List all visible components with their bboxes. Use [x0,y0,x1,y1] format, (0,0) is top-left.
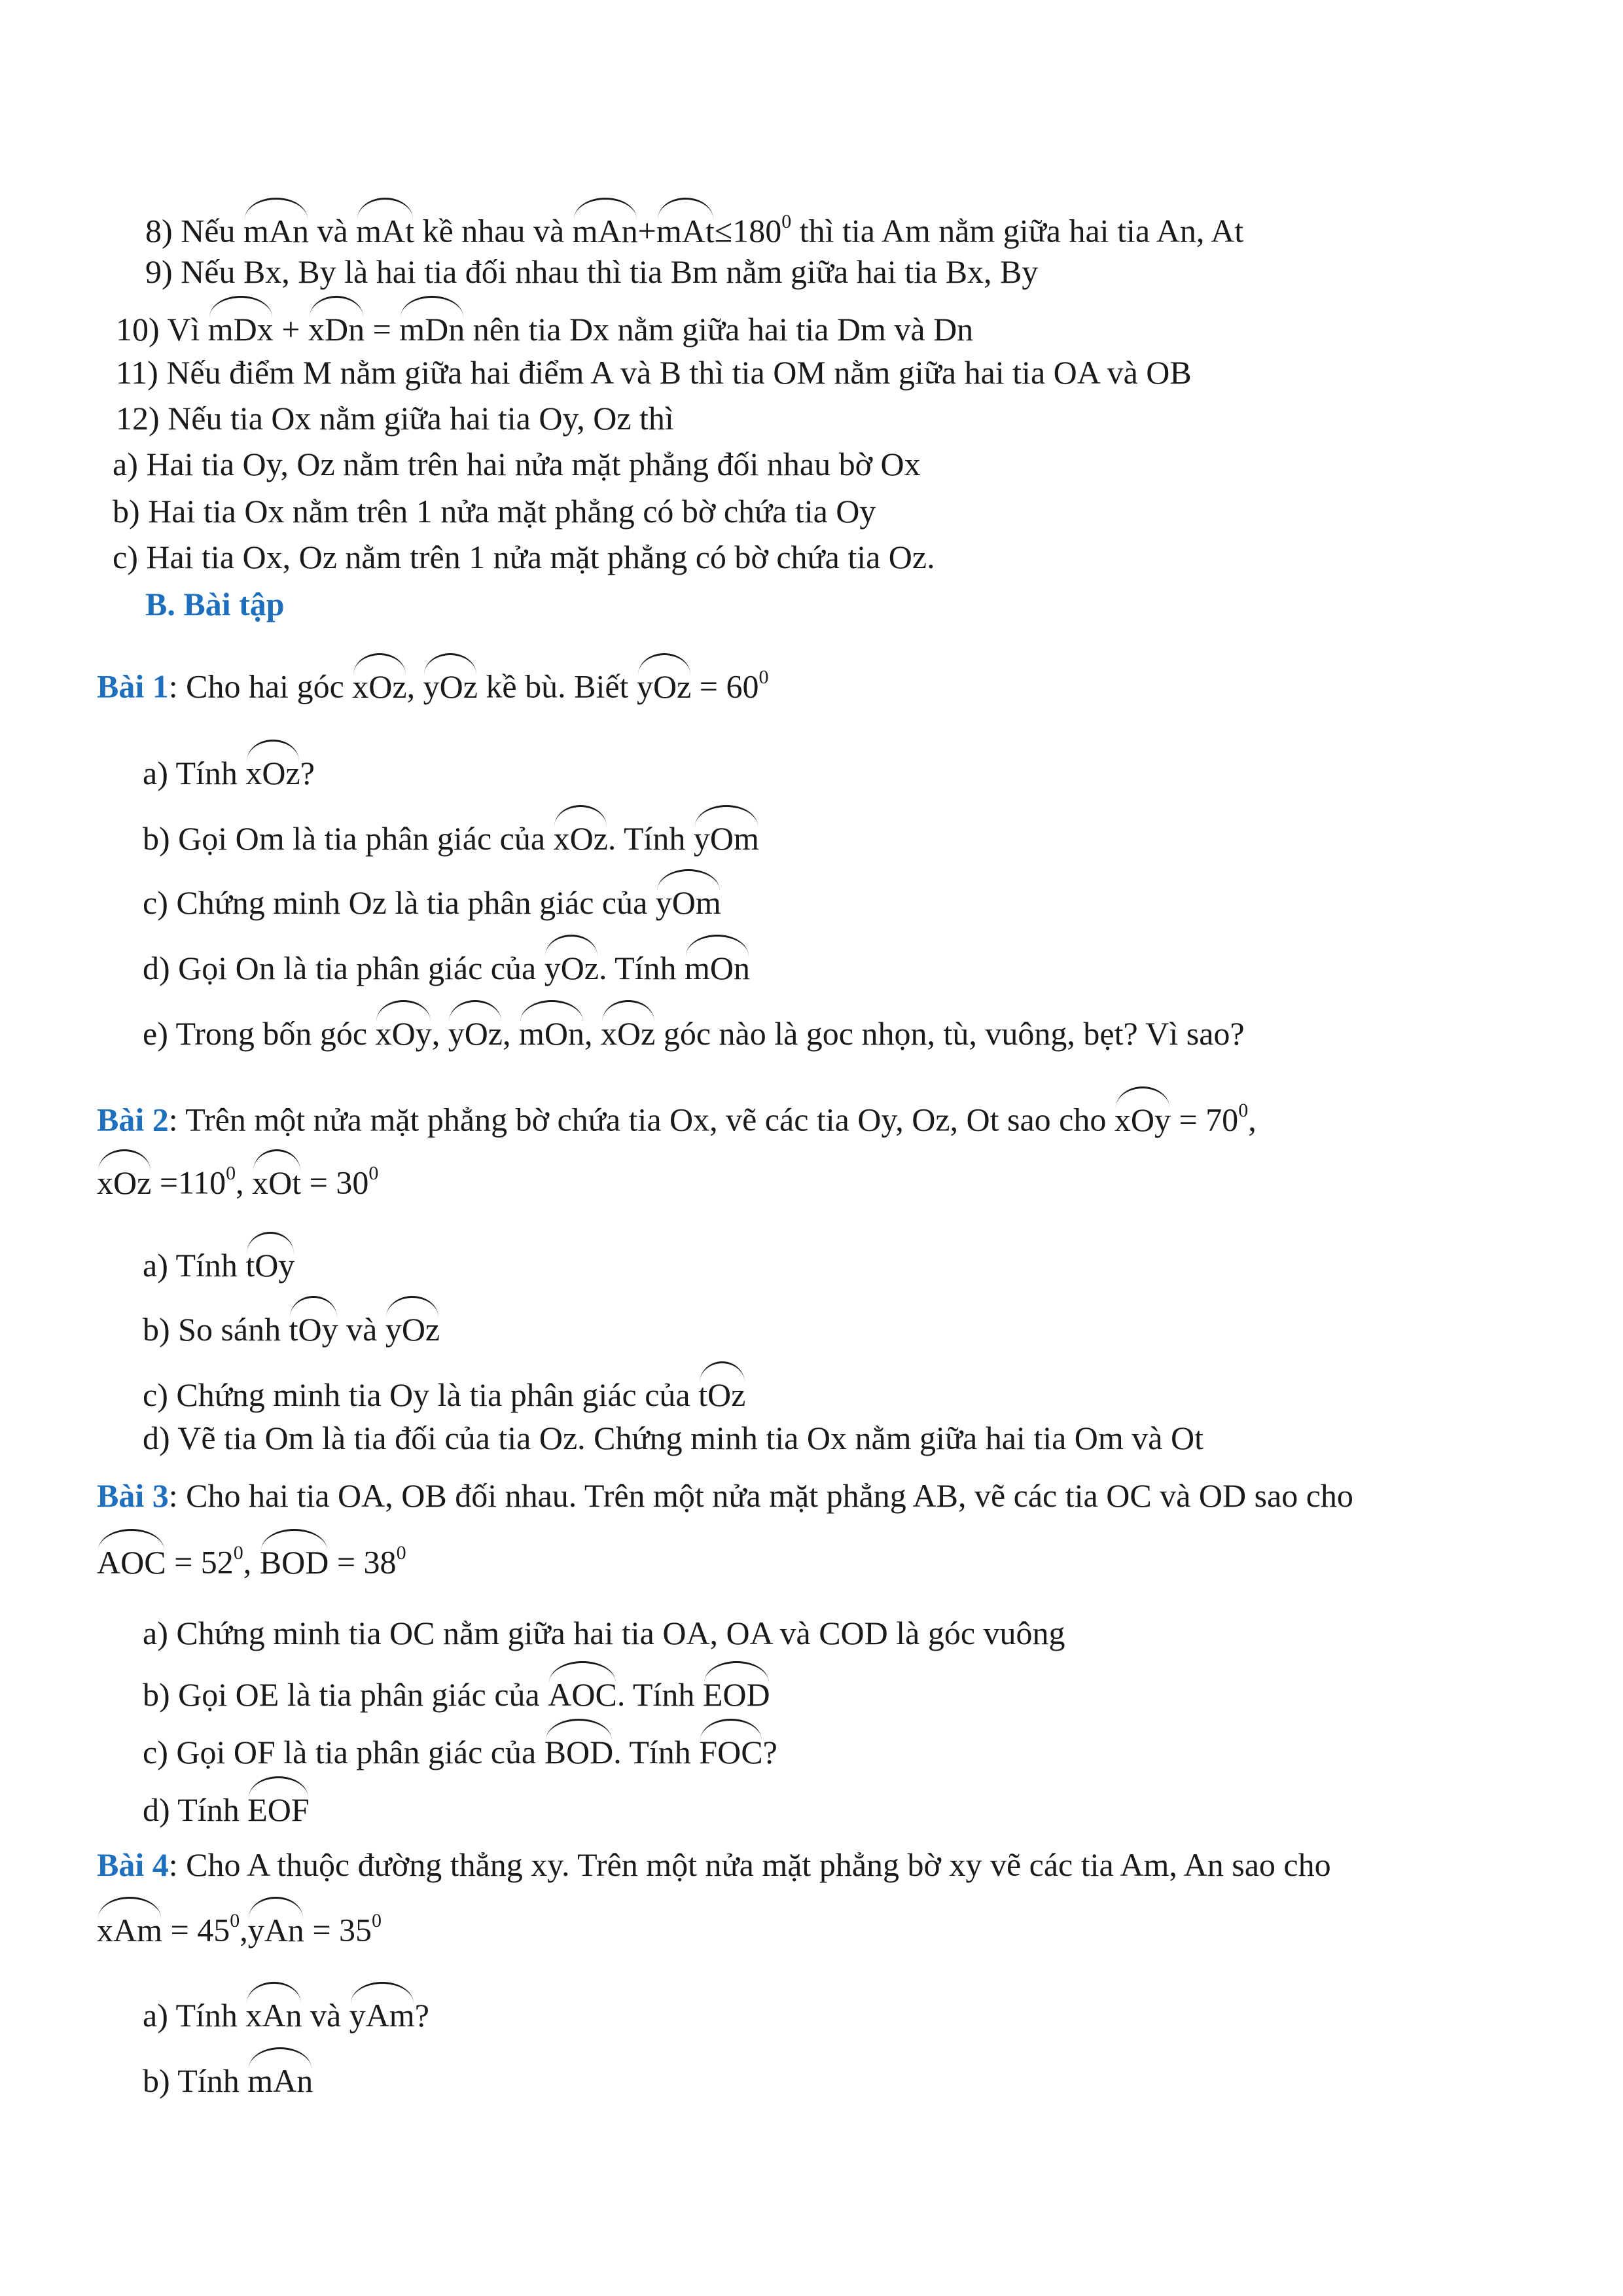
item-number: 9) [145,253,173,290]
comma: , [431,1015,440,1052]
exercise-2-c [143,1371,745,1415]
item-number: 11) [116,354,158,391]
item-number: c) [143,884,168,921]
item-number: c) [113,539,138,575]
text: : Trên một nửa mặt phẳng bờ chứa tia Ox, vẽ các tia Oy, Oz, Ot sao cho [168,1101,1107,1138]
text: Vì [167,311,200,348]
angle-notation: xDn [308,305,365,350]
statement-9 [145,251,1038,292]
angle-notation: xAn [245,1991,302,2036]
exercise-1-e [143,1009,1245,1054]
text: . Tính [616,1676,695,1713]
relation: ≤180 [714,212,782,249]
item-number: b) [143,820,170,857]
angle-notation: AOC [97,1538,166,1583]
text: Gọi Om là tia phân giác của [178,820,546,857]
degree-mark: 0 [226,1162,236,1184]
text: Gọi OE là tia phân giác của [178,1676,540,1713]
text: Trong bốn góc [175,1015,368,1052]
text: Chứng minh Oz là tia phân giác của [176,884,648,921]
exercise-3-d [143,1785,310,1830]
text: kề bù. Biết [486,668,629,705]
degree-mark: 0 [781,211,792,232]
text: Tính [177,1791,240,1828]
degree-mark: 0 [233,1542,243,1564]
angle-notation: mOn [519,1009,584,1054]
angle-notation: mAn [247,2056,313,2101]
relation: =110 [159,1164,226,1201]
exercise-3-b [143,1670,770,1715]
comma: , [1248,1101,1257,1138]
exercise-3-prompt-cont [97,1535,406,1583]
comma: , [236,1164,244,1201]
statement-10 [116,305,973,350]
item-number: e) [143,1015,168,1052]
angle-notation: xOz [245,749,300,793]
item-number: a) [143,755,168,791]
exercise-2-prompt-cont [97,1156,378,1203]
text: nên tia Dx nằm giữa hai tia Dm và Dn [473,311,974,348]
statement-11 [116,352,1192,393]
relation: = 60 [699,668,759,705]
text: ? [300,755,315,791]
item-number: a) [113,446,138,482]
angle-notation: mDx [208,305,274,350]
degree-mark: 0 [230,1910,240,1931]
text: và [310,1997,342,2034]
text: Nếu [181,212,236,249]
angle-notation: tOz [698,1371,745,1415]
statement-12a [113,444,921,484]
exercise-1-d [143,944,750,988]
relation: = 70 [1179,1101,1239,1138]
text: Hai tia Ox, Oz nằm trên 1 nửa mặt phẳng có bờ chứa tia Oz. [146,539,935,575]
angle-notation: FOC [699,1728,762,1772]
item-number: c) [143,1376,168,1413]
exercise-4-prompt [97,1844,1331,1885]
text: Tính [175,755,238,791]
exercise-3-a [143,1613,1065,1653]
item-number: b) [113,493,140,529]
angle-notation: tOy [289,1305,338,1350]
angle-notation: yOz [448,1009,503,1054]
angle-notation: yOz [385,1305,440,1350]
item-number: b) [143,1676,170,1713]
comma: , [406,668,416,705]
angle-notation: xOz [601,1009,655,1054]
angle-notation: xOy [1115,1096,1171,1140]
text: Chứng minh tia Oy là tia phân giác của [176,1376,690,1413]
text: Chứng minh tia OC nằm giữa hai tia OA, OA và COD là góc vuông [176,1615,1065,1651]
exercise-2-b [143,1305,440,1350]
statement-12b [113,491,876,531]
item-number: d) [143,1420,170,1456]
text: Tính [177,2062,240,2099]
exercise-3-prompt [97,1475,1353,1516]
comma: , [503,1015,511,1052]
angle-notation: BOD [544,1728,614,1772]
exercise-4-b [143,2056,313,2101]
exercise-1-b [143,814,759,859]
comma: , [240,1911,248,1948]
item-number: a) [143,1615,168,1651]
angle-notation: EOD [703,1670,770,1715]
text: Tính [175,1997,238,2034]
degree-mark: 0 [368,1162,379,1184]
text: Tính [175,1247,238,1283]
item-number: a) [143,1247,168,1283]
text: và [317,212,348,249]
item-number: b) [143,2062,170,2099]
item-number: 8) [145,212,173,249]
text: : Cho hai tia OA, OB đối nhau. Trên một nửa mặt phẳng AB, vẽ các tia OC và OD sao cho [168,1477,1353,1514]
angle-notation: xOt [252,1158,301,1203]
exercise-3-c [143,1728,777,1772]
angle-notation: xOy [376,1009,432,1054]
relation: = 35 [312,1911,372,1948]
angle-notation: tOy [245,1241,294,1285]
angle-notation: yOm [694,814,759,859]
angle-notation: mAt [356,207,414,251]
angle-notation: mOn [685,944,750,988]
text: kề nhau và [422,212,565,249]
exercise-1-a [143,749,315,793]
text: ? [762,1734,777,1770]
angle-notation: BOD [260,1538,329,1583]
exercise-label: Bài 3 [97,1477,169,1514]
exercise-2-prompt [97,1093,1257,1140]
exercise-2-a [143,1241,294,1285]
angle-notation: yOz [637,662,691,707]
text: : Cho A thuộc đường thẳng xy. Trên một nửa mặt phẳng bờ xy vẽ các tia Am, An sao cho [168,1846,1331,1883]
section-heading: B. Bài tập [145,586,285,622]
angle-notation: xAm [97,1906,162,1950]
item-number: c) [143,1734,168,1770]
text: . Tính [613,1734,691,1770]
comma: , [243,1543,252,1581]
text: . Tính [607,820,686,857]
text: Gọi On là tia phân giác của [178,950,537,986]
operator: + [637,212,656,249]
item-number: b) [143,1311,170,1348]
operator: + [281,311,300,348]
angle-notation: xOz [554,814,608,859]
text: thì tia Am nằm giữa hai tia An, At [799,212,1244,249]
exercise-4-a [143,1991,429,2036]
exercise-label: Bài 2 [97,1101,169,1138]
exercise-2-d [143,1418,1204,1458]
relation: = 45 [170,1911,230,1948]
comma: , [584,1015,593,1052]
angle-notation: xOz [352,662,406,707]
degree-mark: 0 [372,1910,382,1931]
text: . Tính [599,950,677,986]
statement-12c [113,537,935,577]
relation: = 30 [309,1164,369,1201]
degree-mark: 0 [758,666,769,688]
angle-notation: mAn [243,207,309,251]
exercise-4-prompt-cont [97,1903,382,1950]
exercise-label: Bài 4 [97,1846,169,1883]
angle-notation: xOz [97,1158,151,1203]
text: Hai tia Oy, Oz nằm trên hai nửa mặt phẳng đối nhau bờ Ox [146,446,921,482]
angle-notation: mAt [656,207,715,251]
exercise-label: Bài 1 [97,668,169,705]
text: Nếu Bx, By là hai tia đối nhau thì tia Bm nằm giữa hai tia Bx, By [181,253,1039,290]
text: ? [414,1997,429,2034]
angle-notation: yOz [544,944,599,988]
angle-notation: yAn [248,1906,304,1950]
relation: = 38 [336,1543,397,1581]
angle-notation: yOm [656,878,721,923]
angle-notation: EOF [247,1785,309,1830]
text: góc nào là goc nhọn, tù, vuông, bẹt? Vì sao? [663,1015,1245,1052]
text: So sánh [178,1311,281,1348]
text: Nếu tia Ox nằm giữa hai tia Oy, Oz thì [168,400,674,437]
text: Nếu điểm M nằm giữa hai điểm A và B thì tia OM nằm giữa hai tia OA và OB [166,354,1192,391]
item-number: a) [143,1997,168,2034]
text: Vẽ tia Om là tia đối của tia Oz. Chứng minh tia Ox nằm giữa hai tia Om và Ot [177,1420,1204,1456]
statement-8 [145,204,1243,251]
exercise-1-prompt [97,660,768,707]
angle-notation: AOC [548,1670,617,1715]
operator: = [372,311,391,348]
relation: = 52 [174,1543,234,1581]
text: Hai tia Ox nằm trên 1 nửa mặt phẳng có bờ chứa tia Oy [148,493,876,529]
item-number: 10) [116,311,160,348]
item-number: d) [143,950,170,986]
angle-notation: mAn [573,207,638,251]
item-number: d) [143,1791,170,1828]
degree-mark: 0 [1238,1100,1249,1121]
angle-notation: yAm [349,1991,415,2036]
exercise-1-c [143,878,721,923]
statement-12 [116,398,674,439]
angle-notation: mDn [399,305,465,350]
degree-mark: 0 [396,1542,406,1564]
text: : Cho hai góc [168,668,344,705]
text: và [346,1311,378,1348]
angle-notation: yOz [423,662,478,707]
text: Gọi OF là tia phân giác của [176,1734,537,1770]
item-number: 12) [116,400,160,437]
